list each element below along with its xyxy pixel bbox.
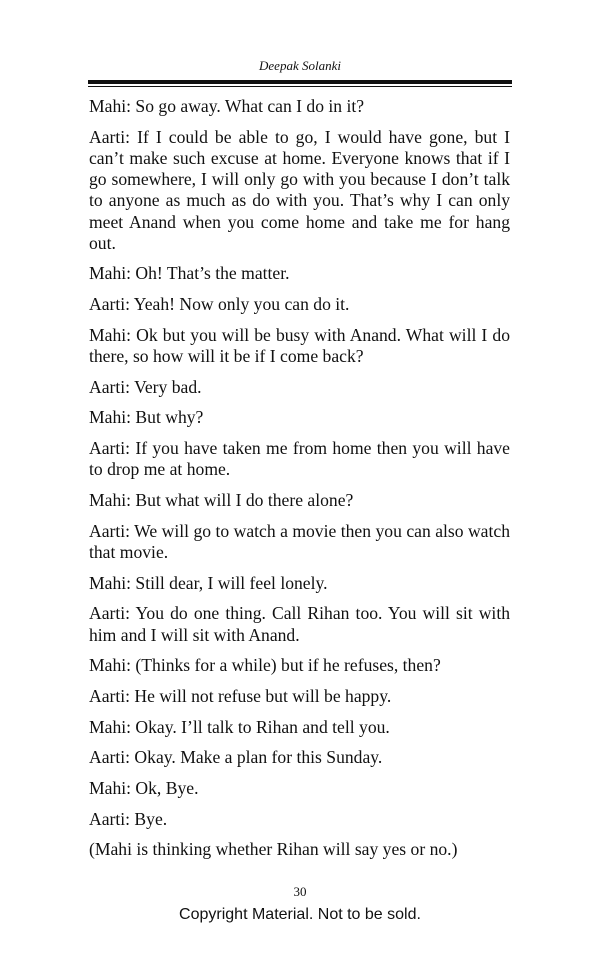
dialogue-paragraph-16: Aarti: Okay. Make a plan for this Sunday. — [89, 747, 383, 768]
dialogue-paragraph-2: Aarti: If I could be able to go, I would have gone, but I can’t make such excuse at home. Everyone knows that if I go somewhere, I will only go with you because I don’t talk to anyone as much as do with you. That’s why I can only meet Anand when you come home and take me for hang out. — [89, 126, 510, 253]
running-header-author: Deepak Solanki — [259, 58, 341, 73]
narration-paragraph: (Mahi is thinking whether Rihan will say yes or no.) — [89, 839, 458, 860]
dialogue-paragraph-4: Aarti: Yeah! Now only you can do it. — [89, 294, 350, 315]
dialogue-paragraph-6: Aarti: Very bad. — [89, 376, 202, 397]
dialogue-paragraph-9: Mahi: But what will I do there alone? — [89, 490, 354, 511]
dialogue-paragraph-17: Mahi: Ok, Bye. — [89, 778, 199, 799]
dialogue-paragraph-10: Aarti: We will go to watch a movie then you can also watch that movie. — [89, 520, 510, 562]
page-body — [89, 96, 510, 870]
dialogue-paragraph-18: Aarti: Bye. — [89, 808, 168, 829]
dialogue-paragraph-5: Mahi: Ok but you will be busy with Anand. What will I do there, so how will it be if I come back? — [89, 324, 510, 367]
dialogue-paragraph-7: Mahi: But why? — [89, 407, 204, 428]
header-rule-thin — [88, 86, 512, 87]
header-rule-thick — [88, 80, 512, 84]
dialogue-paragraph-3: Mahi: Oh! That’s the matter. — [89, 263, 290, 284]
copyright-notice: Copyright Material. Not to be sold. — [179, 906, 421, 923]
dialogue-paragraph-14: Aarti: He will not refuse but will be happy. — [89, 685, 392, 706]
dialogue-paragraph-12: Aarti: You do one thing. Call Rihan too. You will sit with him and I will sit with Anand. — [89, 603, 510, 645]
page-number: 30 — [293, 884, 307, 899]
dialogue-paragraph-1: Mahi: So go away. What can I do in it? — [89, 96, 365, 116]
dialogue-paragraph-8: Aarti: If you have taken me from home then you will have to drop me at home. — [89, 438, 510, 480]
dialogue-paragraph-11: Mahi: Still dear, I will feel lonely. — [89, 572, 328, 593]
dialogue-paragraph-13: Mahi: (Thinks for a while) but if he refuses, then? — [89, 655, 441, 676]
dialogue-paragraph-15: Mahi: Okay. I’ll talk to Rihan and tell you. — [89, 716, 390, 737]
